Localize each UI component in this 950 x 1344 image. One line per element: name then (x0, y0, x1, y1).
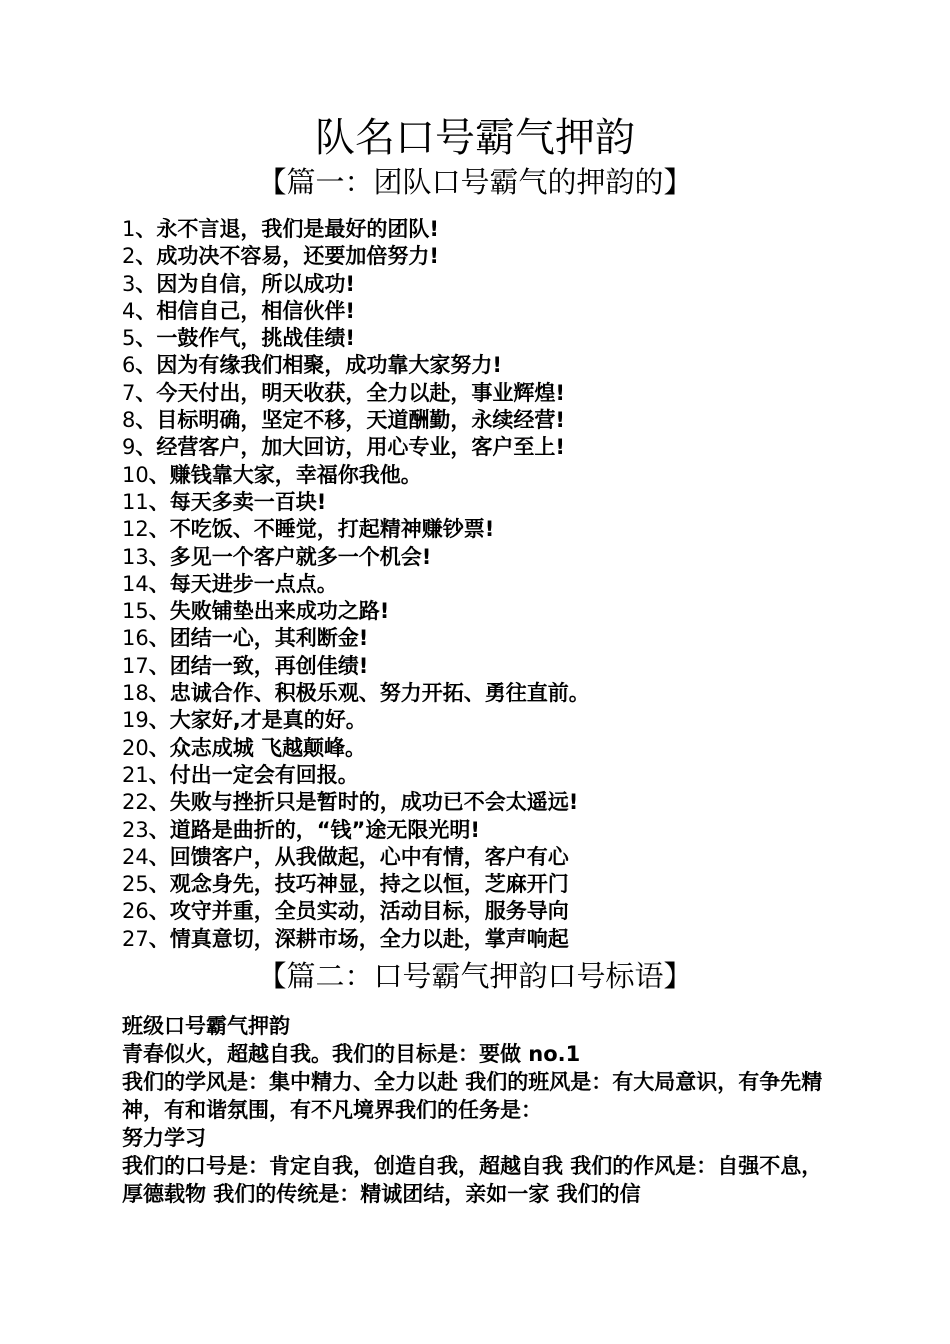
page-title: 队名口号霸气押韵 (315, 115, 635, 161)
paragraph-line: 我们的口号是：肯定自我，创造自我，超越自我 我们的作风是：自强不息，厚德载物 我们的传统是：精诚团结，亲如一家 我们的信 (122, 1154, 823, 1206)
list-item: 10、赚钱靠大家，幸福你我他。 (122, 462, 422, 487)
list-item: 11、每天多卖一百块! (122, 489, 327, 514)
list-item: 7、今天付出，明天收获，全力以赴，事业辉煌! (122, 380, 565, 405)
list-item: 5、一鼓作气，挑战佳绩! (122, 326, 355, 351)
list-item: 22、失败与挫折只是暂时的，成功已不会太遥远! (122, 790, 579, 815)
list-item: 13、多见一个客户就多一个机会! (122, 544, 432, 569)
list-item: 18、忠诚合作、积极乐观、努力开拓、勇往直前。 (122, 681, 590, 706)
list-item: 20、众志成城 飞越颠峰。 (122, 735, 367, 760)
paragraph-line: 我们的学风是：集中精力、全力以赴 我们的班风是：有大局意识，有争先精神，有和谐氛围，有不凡境界我们的任务是： (122, 1070, 823, 1122)
section1-heading: 【篇一：团队口号霸气的押韵的】 (257, 165, 693, 199)
list-item: 26、攻守并重，全员实动，活动目标，服务导向 (122, 899, 569, 924)
section2-subtitle: 班级口号霸气押韵 (122, 1014, 290, 1038)
section2-body (114, 1012, 826, 1208)
paragraph-line: 青春似火，超越自我。我们的目标是：要做 no.1 (122, 1042, 581, 1066)
list-item: 24、回馈客户，从我做起，心中有情，客户有心 (122, 844, 569, 869)
list-item: 23、道路是曲折的，“钱”途无限光明! (122, 817, 480, 842)
list-item: 2、成功决不容易，还要加倍努力! (122, 244, 439, 269)
list-item: 27、情真意切，深耕市场，全力以赴，掌声响起 (122, 926, 569, 951)
list-item: 21、付出一定会有回报。 (122, 762, 359, 787)
section2-heading: 【篇二：口号霸气押韵口号标语】 (257, 959, 693, 993)
list-item: 19、大家好,才是真的好。 (122, 708, 367, 733)
slogan-list (122, 216, 590, 953)
list-item: 16、团结一心，其利断金! (122, 626, 369, 651)
list-item: 15、失败铺垫出来成功之路! (122, 599, 390, 624)
list-item: 25、观念身先，技巧神显，持之以恒，芝麻开门 (122, 872, 569, 897)
list-item: 3、因为自信，所以成功! (122, 271, 355, 296)
list-item: 6、因为有缘我们相聚，成功靠大家努力! (122, 353, 502, 378)
list-item: 8、目标明确，坚定不移，天道酬勤，永续经营! (122, 408, 565, 433)
list-item: 14、每天进步一点点。 (122, 571, 338, 596)
list-item: 17、团结一致，再创佳绩! (122, 653, 369, 678)
list-item: 9、经营客户，加大回访，用心专业，客户至上! (122, 435, 565, 460)
list-item: 4、相信自己，相信伙伴! (122, 298, 355, 323)
list-item: 1、永不言退，我们是最好的团队! (122, 217, 439, 241)
list-item: 12、不吃饭、不睡觉，打起精神赚钞票! (122, 517, 495, 542)
paragraph-line: 努力学习 (122, 1126, 206, 1150)
